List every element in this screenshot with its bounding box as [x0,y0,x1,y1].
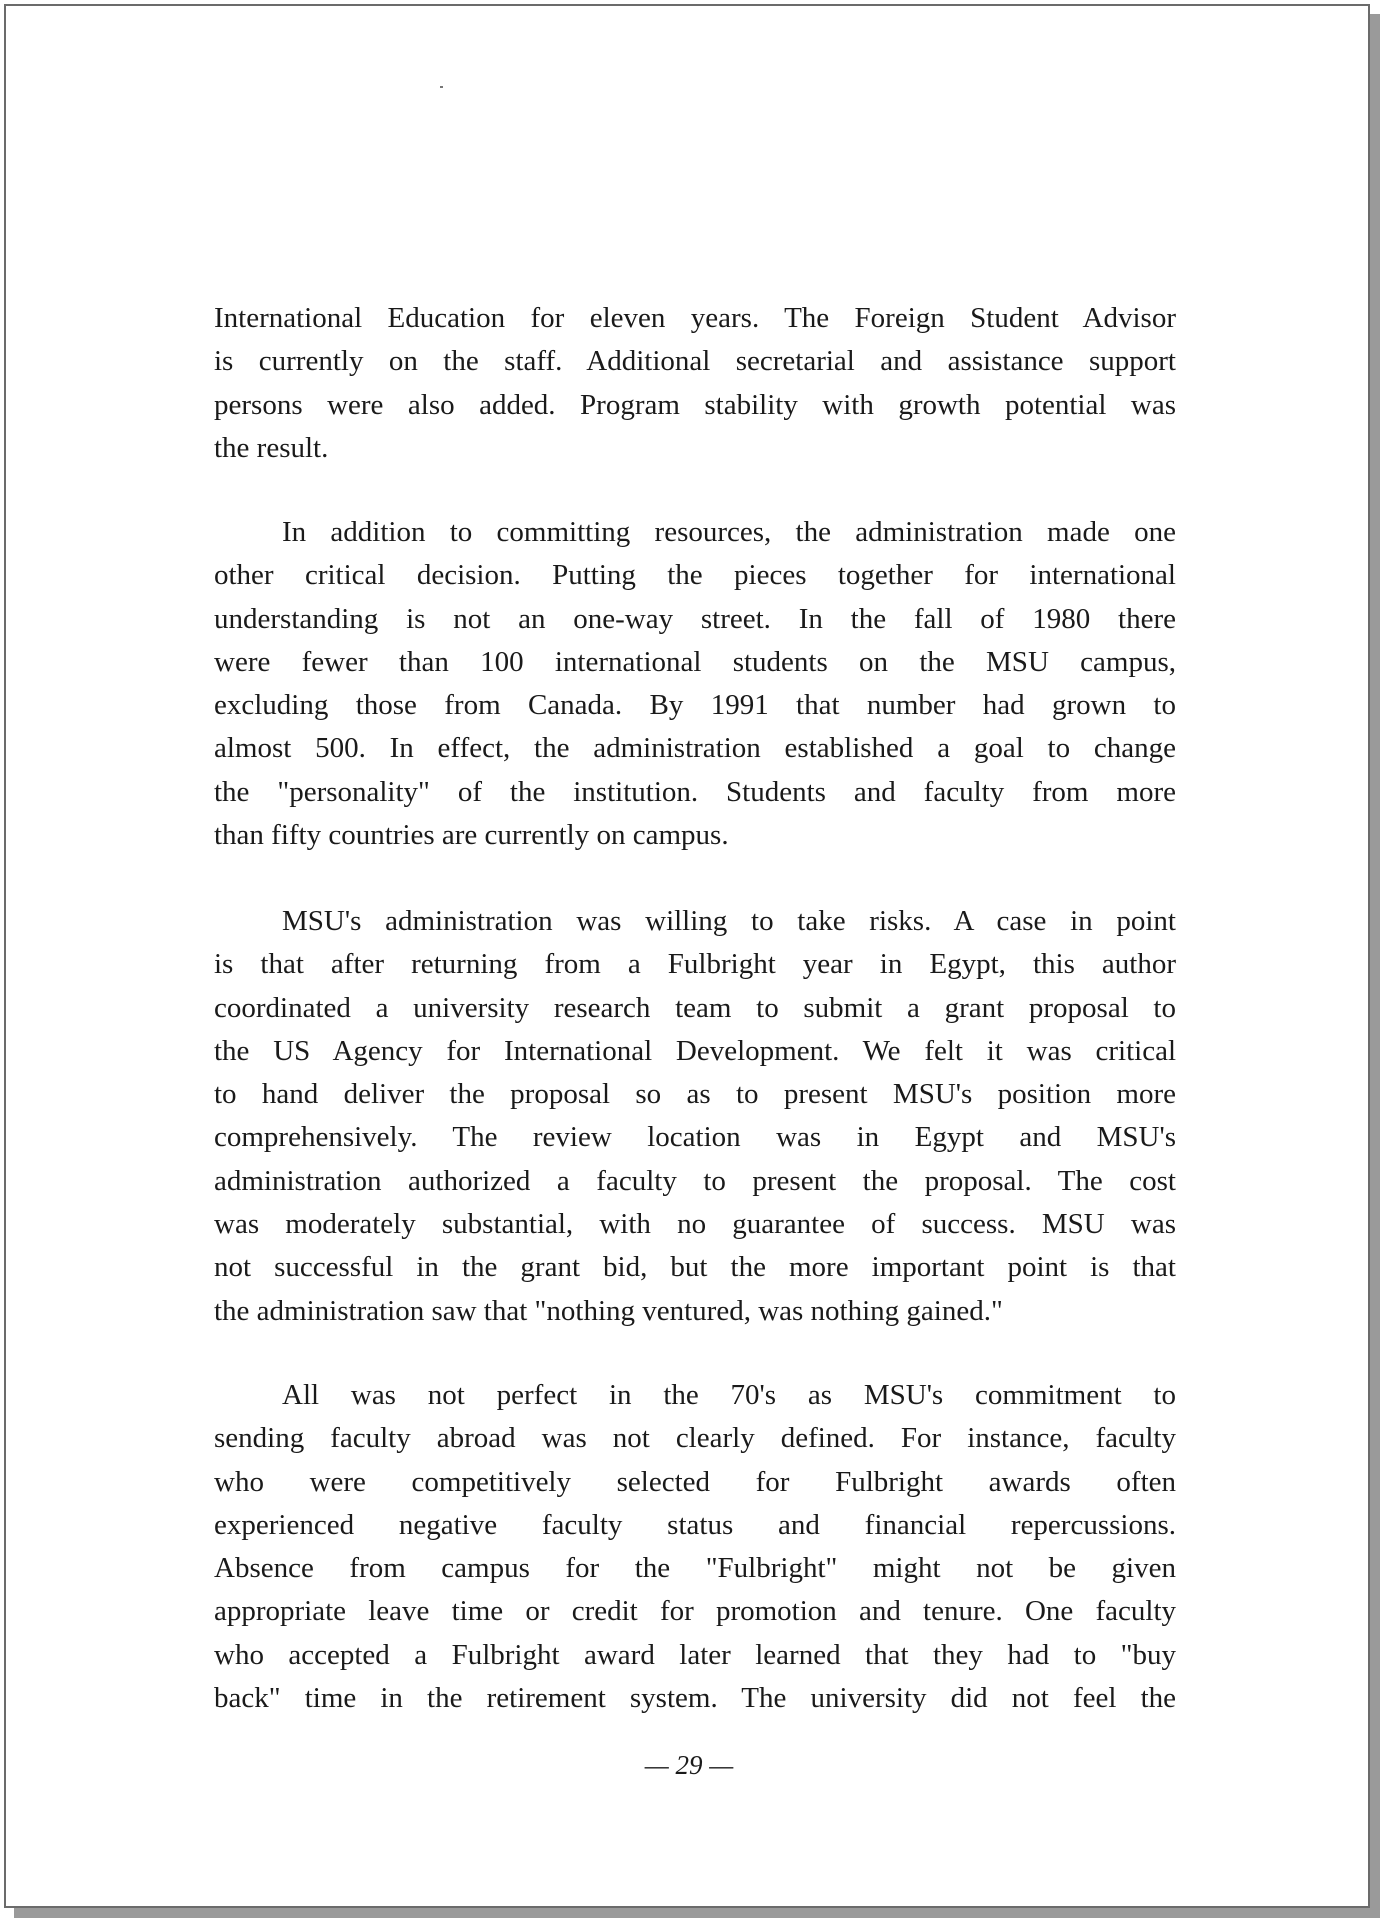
text-line: back" time in the retirement system. The university did not feel the [214,1682,1176,1715]
text-line: the "personality" of the institution. Students and faculty from more [214,775,1176,808]
text-line: appropriate leave time or credit for promotion and tenure. One faculty [214,1595,1176,1628]
paragraph-2 [214,511,1176,857]
text-line: experienced negative faculty status and financial repercussions. [214,1508,1176,1541]
paragraph-1 [214,297,1176,470]
text-line: the result. [214,431,329,464]
text-line: to hand deliver the proposal so as to present MSU's position more [214,1078,1176,1111]
text-line: not successful in the grant bid, but the more important point is that [214,1251,1176,1284]
text-line: is that after returning from a Fulbright year in Egypt, this author [214,948,1176,981]
text-line: MSU's administration was willing to take risks. A case in point [282,905,1176,937]
text-line: Absence from campus for the "Fulbright" might not be given [214,1552,1176,1585]
text-line: other critical decision. Putting the pieces together for international [214,559,1176,592]
text-line: the administration saw that "nothing ventured, was nothing gained." [214,1294,1003,1327]
paragraph-4 [214,1374,1176,1720]
text-line: were fewer than 100 international students on the MSU campus, [214,645,1176,678]
text-line: is currently on the staff. Additional secretarial and assistance support [214,345,1176,378]
text-line: was moderately substantial, with no guarantee of success. MSU was [214,1208,1176,1241]
text-line: International Education for eleven years. The Foreign Student Advisor [214,302,1176,334]
text-line: the US Agency for International Development. We felt it was critical [214,1034,1176,1067]
text-line: understanding is not an one-way street. In the fall of 1980 there [214,602,1176,635]
page-number: — 29 — [644,1750,734,1780]
text-line: All was not perfect in the 70's as MSU's commitment to [282,1379,1176,1411]
text-line: administration authorized a faculty to present the proposal. The cost [214,1164,1176,1197]
paragraph-3 [214,900,1176,1333]
text-line: In addition to committing resources, the administration made one [282,516,1176,548]
document-page [4,4,1370,1908]
text-line: persons were also added. Program stability with growth potential was [214,388,1176,421]
text-line: coordinated a university research team to submit a grant proposal to [214,991,1176,1024]
text-line: sending faculty abroad was not clearly defined. For instance, faculty [214,1422,1176,1455]
text-line: comprehensively. The review location was in Egypt and MSU's [214,1121,1176,1154]
text-line: who accepted a Fulbright award later learned that they had to "buy [214,1638,1176,1671]
text-line: who were competitively selected for Fulbright awards often [214,1465,1176,1498]
text-line: almost 500. In effect, the administration established a goal to change [214,732,1176,765]
text-line: than fifty countries are currently on campus. [214,819,729,852]
stray-mark [440,86,443,88]
text-line: excluding those from Canada. By 1991 that number had grown to [214,689,1176,722]
